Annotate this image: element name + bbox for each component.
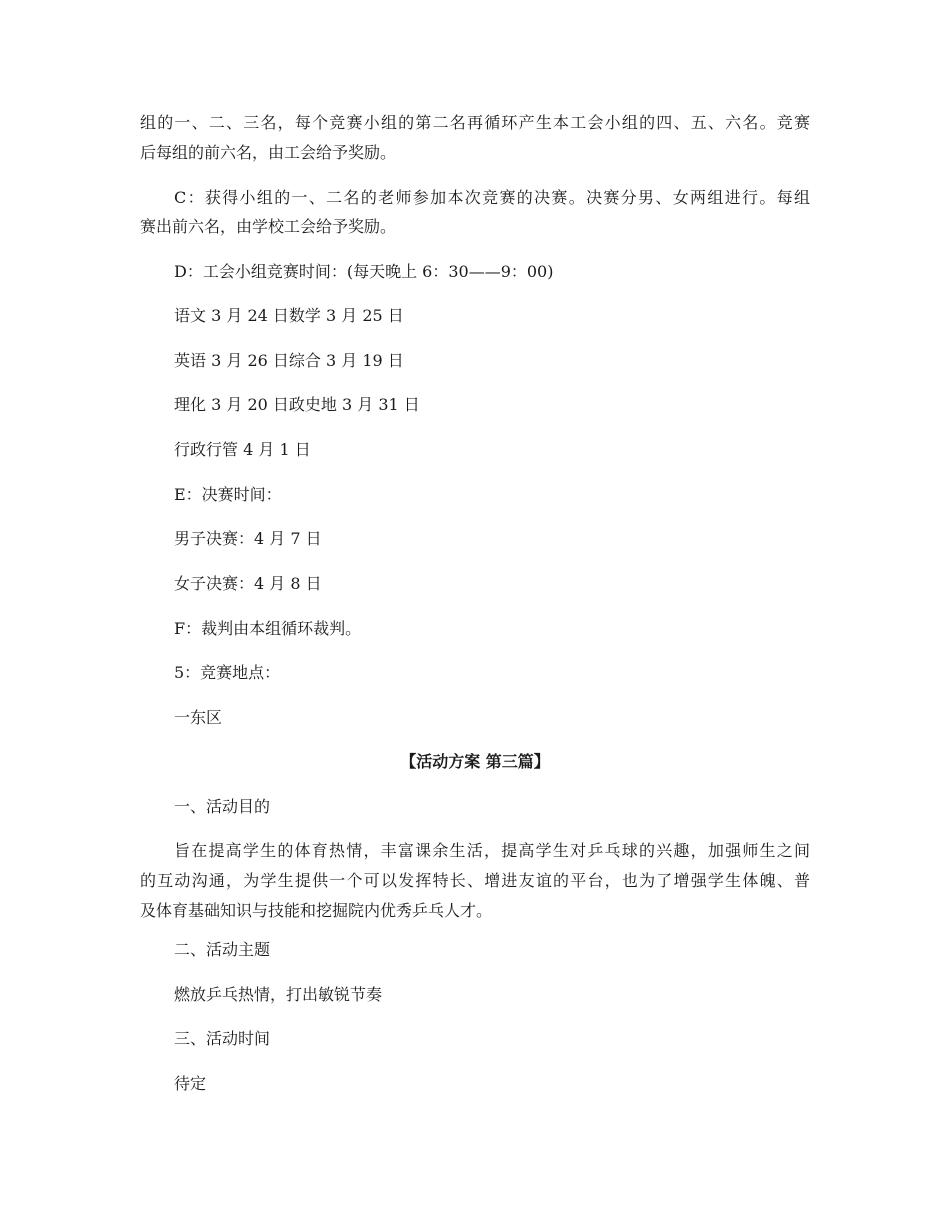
paragraph-final-line2: 赛出前六名，由学校工会给予奖励。: [140, 217, 397, 236]
schedule-line-2: 英语 3 月 26 日综合 3 月 19 日: [174, 351, 404, 370]
schedule-line-1: 语文 3 月 24 日数学 3 月 25 日: [174, 306, 404, 325]
venue-value: 一东区: [174, 708, 223, 727]
venue-heading: 5：竞赛地点：: [174, 663, 281, 682]
final-women-date: 女子决赛：4 月 8 日: [174, 574, 322, 593]
goal-paragraph-line3: 及体育基础知识与技能和挖掘院内优秀乒乓人才。: [140, 901, 493, 920]
theme-value: 燃放乒乓热情，打出敏锐节奏: [174, 985, 383, 1004]
paragraph-ranking-line1: 组的一、二、三名，每个竞赛小组的第二名再循环产生本工会小组的四、五、六名。竞赛: [140, 113, 810, 132]
schedule-line-3: 理化 3 月 20 日政史地 3 月 31 日: [174, 395, 420, 414]
theme-heading: 二、活动主题: [174, 940, 271, 959]
goal-paragraph-line1: 旨在提高学生的体育热情，丰富课余生活，提高学生对乒乓球的兴趣，加强师生之间: [174, 841, 810, 860]
document-page: [140, 0, 810, 1230]
section-title: 【活动方案 第三篇】: [400, 752, 550, 771]
group-competition-time: D：工会小组竞赛时间：(每天晚上 6：30——9：00): [174, 262, 554, 281]
final-time-heading: E：决赛时间：: [174, 485, 282, 504]
goal-heading: 一、活动目的: [174, 797, 271, 816]
paragraph-final-line1: C：获得小组的一、二名的老师参加本次竞赛的决赛。决赛分男、女两组进行。每组: [174, 188, 810, 207]
referee-note: F：裁判由本组循环裁判。: [174, 619, 362, 638]
time-value: 待定: [174, 1074, 207, 1093]
time-heading: 三、活动时间: [174, 1029, 271, 1048]
schedule-line-4: 行政行管 4 月 1 日: [174, 440, 311, 459]
final-men-date: 男子决赛：4 月 7 日: [174, 529, 322, 548]
goal-paragraph-line2: 的互动沟通，为学生提供一个可以发挥特长、增进友谊的平台，也为了增强学生体魄、普: [140, 871, 810, 890]
paragraph-ranking-line2: 后每组的前六名，由工会给予奖励。: [140, 143, 397, 162]
